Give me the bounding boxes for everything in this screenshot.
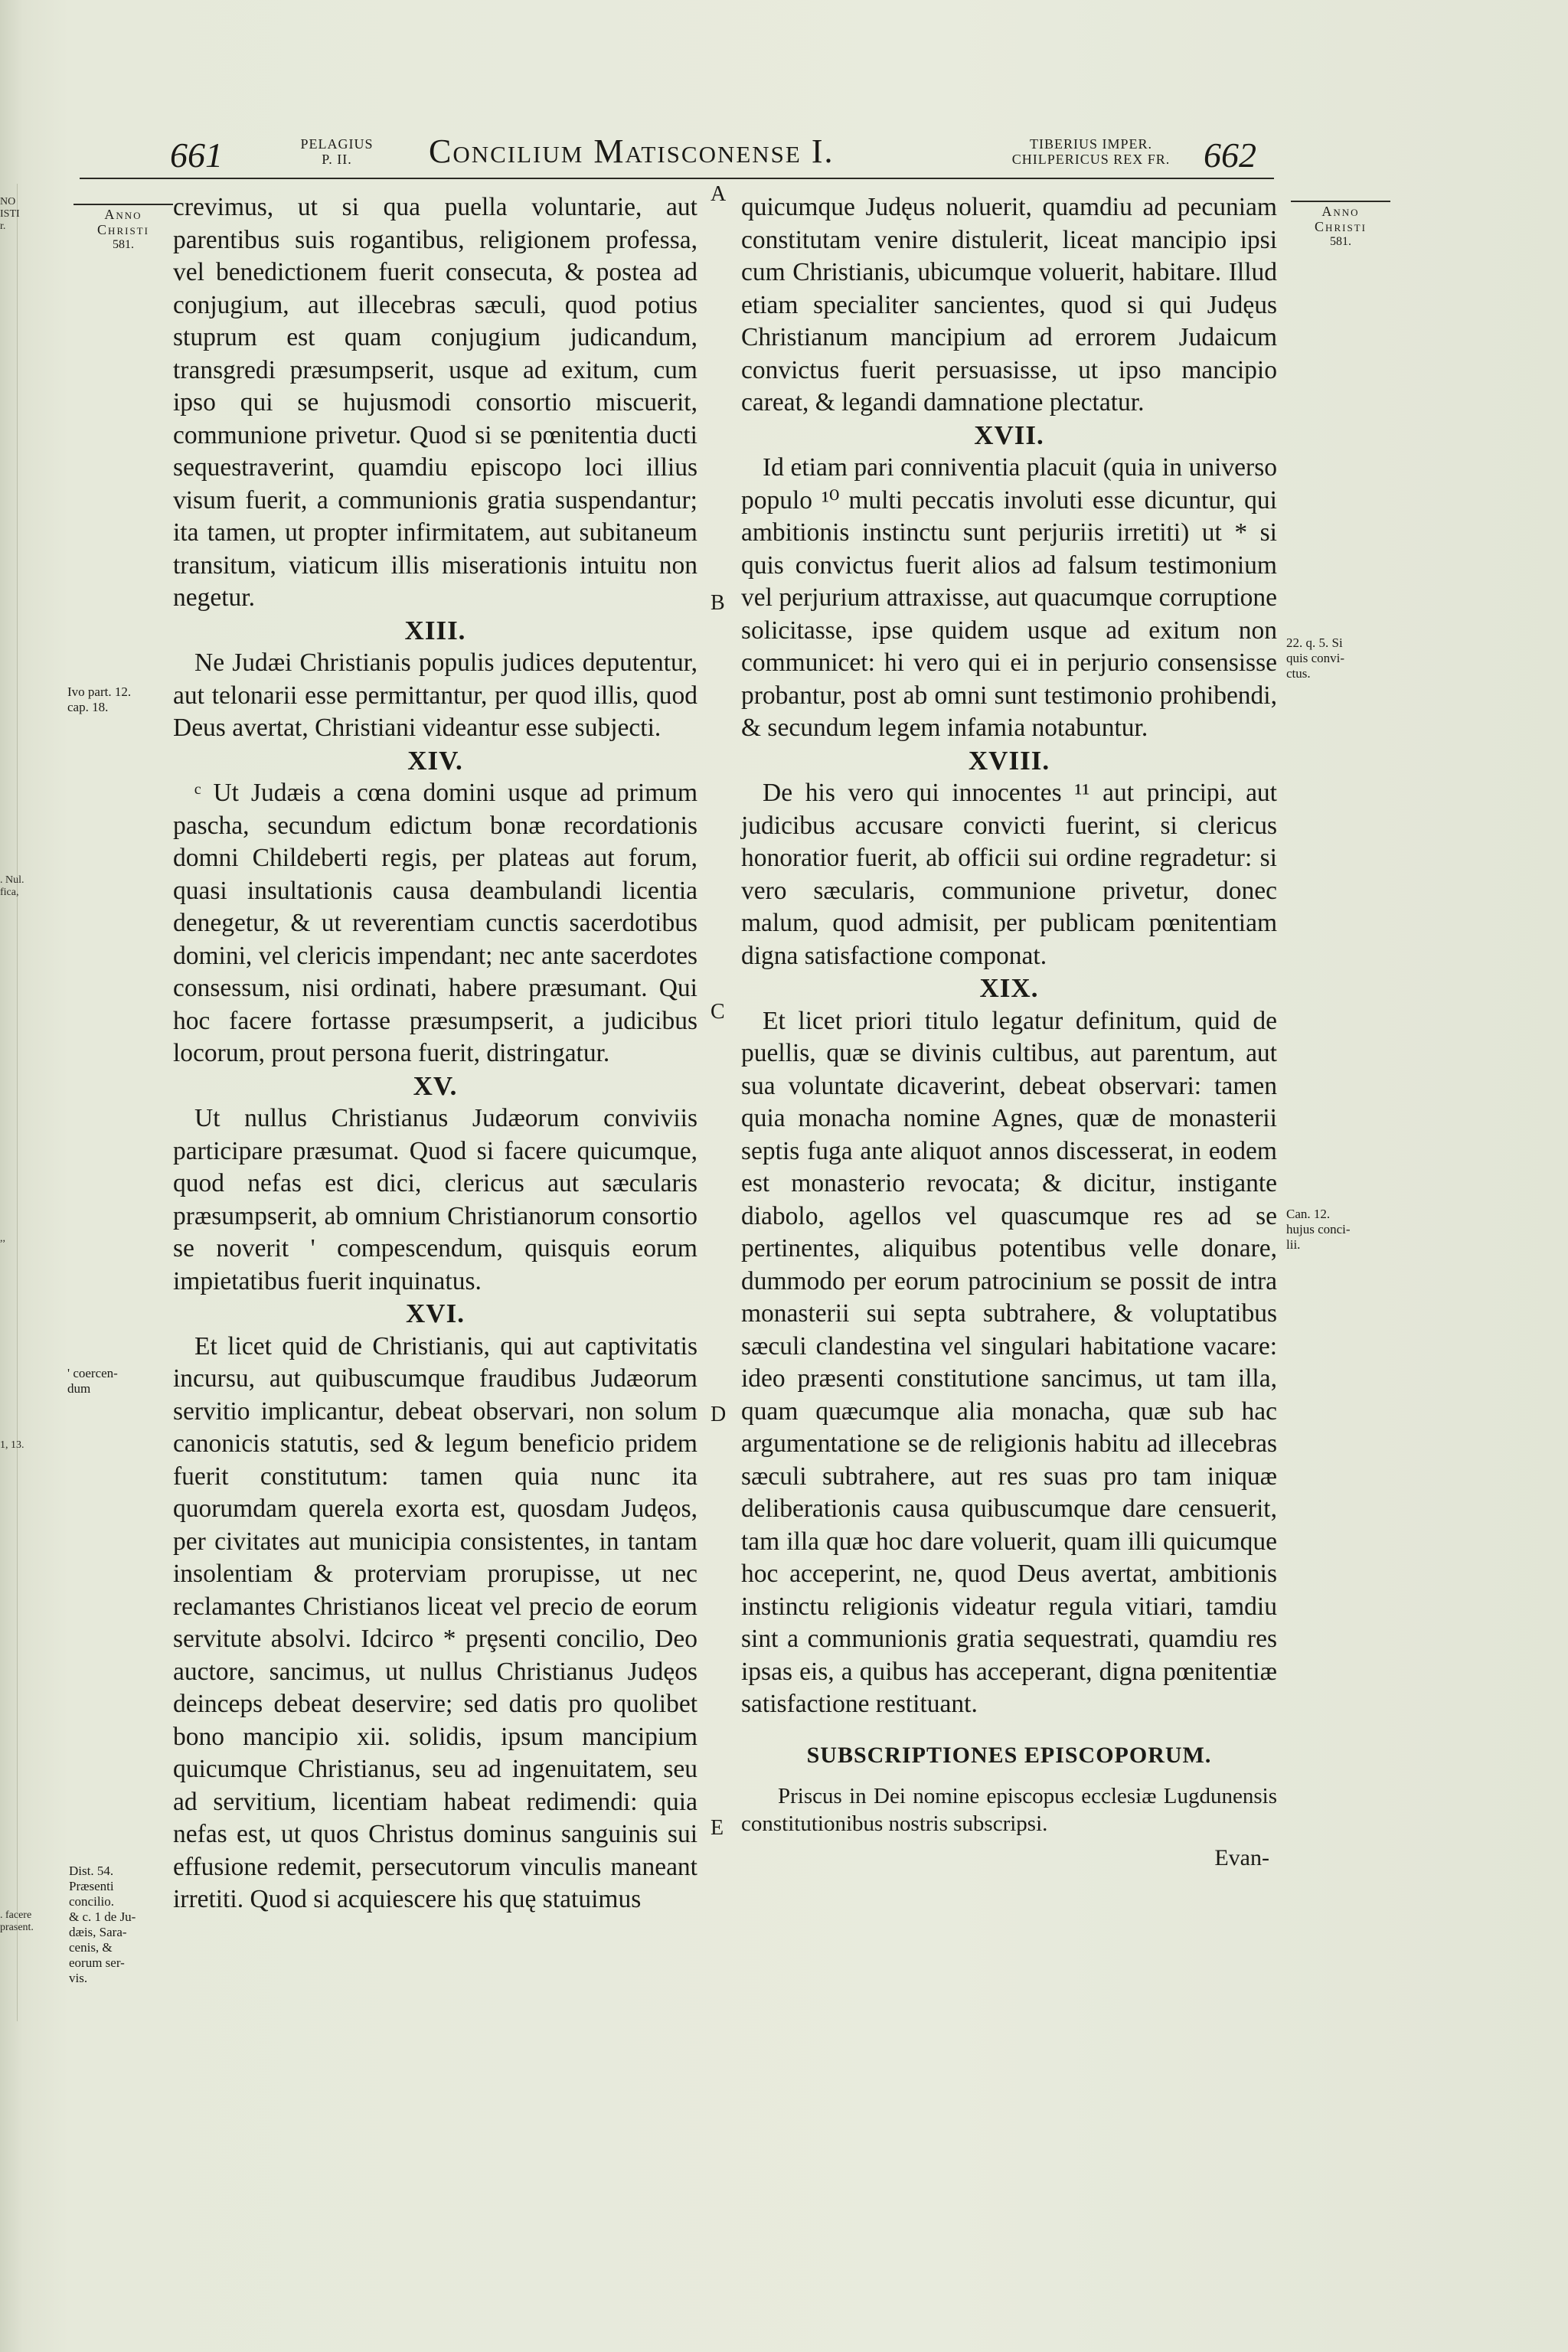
side-letter-b: B [710,591,725,615]
continued-paragraph: quicumque Judęus noluerit, quamdiu ad pecuniam constitutam venire distulerit, liceat mancipio ipsi cum Christianis, ubicumque voluerit, habitare. Illud etiam specialiter sancientes, quod si qui Judęus Christianum mancipium ad errorem Judaicum convictus fuerit persuasisse, ut ipso mancipio careat, & legandi damnatione plectatur. [741,193,1277,416]
canon-xix-text: Et licet priori titulo legatur definitum, quid de puellis, quæ se divinis cultibus, aut parentum, aut sua voluntate dicaverint, debeat observari: tamen quia monacha nomine Agnes, quæ de monasterii septis fuga ante aliquot annos discesserat, in eodem est monasterio revocata; & dicitur, instigante diabolo, agellos vel quascumque res ad se pertinentes, aliquibus potentibus velle donare, dummodo per eorum patrocinium se possit de intra monasterii sui septa subtrahere, & voluptatibus sæculi clandestina vel singulari habitatione vacare: ideo præsenti constitutione sancimus, ut tam illa, quam quæcumque alia monacha, quæ sub hac argumentatione se de religionis habitu ad illecebras sæculi subtrahere, aut res suas pro tam iniquæ deliberationis causa quibuscumque dare censuerit, tam illa quæ hoc dare voluerit, quam illi quicumque hoc acceperint, ne, quod Deus avertat, ambitionis instinctu religionis videatur regula vitiari, tamdiu sint a communionis gratia sequestrati, quamdiu res ipsas eis, a quibus has acceperant, digna pœnitentiæ satisfactione restituant. [741,1006,1277,1718]
section-heading-xvii: XVII. [974,420,1044,450]
section-heading-xvi: XVI. [406,1298,465,1328]
canon-xvii-text: Id etiam pari conniventia placuit (quia in universo populo ¹⁰ multi peccatis involuti esse dicuntur, qui ambitionis instinctu sunt perjuriis irretiti) ut * si quis convictus fuerit alios ad falsum testimonium vel perjurium attraxisse, aut quacumque corruptione solicitasse, ipse quidem usque ad exitum non communicet: hi vero qui ei in perjurio consensisse probantur, post ab omni sunt testimonio prohibendi, & secundum legem infamia notabuntur. [741,453,1277,742]
right-running-head [988,136,1194,167]
anno-sub: Christi [1315,219,1367,234]
subscription-entry: Priscus in Dei nomine episcopus ecclesiæ Lugdunensis constitutionibus nostris subscripsi. [741,1784,1277,1836]
side-letter-c: C [710,1000,725,1024]
header-rule [80,178,1274,179]
canon-xviii-text: De his vero qui innocentes ¹¹ aut principi, aut judicibus accusare convicti fuerint, si clericus honoratior fuerit, ab officii sui ordine regradetur: si vero sæcularis, communione privetur, donec malum, quod admisit, per publicam pœnitentiam digna satisfactione componat. [741,779,1277,970]
side-letter-a: A [710,182,727,206]
canon-xv-text: Ut nullus Christianus Judæorum conviviis participare præsumat. Quod si facere quicumque, quod nefas est dici, clericus aut sæcularis præsumpserit, ab omnium Christianorum consortio se noverit ' compescendum, quisquis eorum impietatibus fuerit inquinatus. [173,1104,697,1295]
right-column [741,191,1277,1875]
section-heading-xiv: XIV. [407,745,463,776]
side-letter-e: E [710,1816,724,1840]
anno-sub: Christi [97,222,149,237]
right-running-head-bottom: CHILPERICUS REX FR. [1011,152,1171,167]
canon-xvi-text: Et licet quid de Christianis, qui aut captivitatis incursu, aut quibuscumque fraudibus Judæorum servitio implicantur, debeat observari, non solum canonicis statutis, sed & legum beneficio pridem fuerit constitutum: tamen quia nunc ita quorumdam querela exorta est, quosdam Judęos, per civitates aut municipia consistentes, in tantam insolentiam & proterviam prorupisse, ut nec reclamantes Christianos liceat vel precio de eorum servitute absolvi. Idcirco * prȩsenti concilio, Deo auctore, sancimus, ut nullus Christianus Judęos deinceps debeat deservire; sed datis pro quolibet bono mancipio xii. solidis, ipsum mancipium quicumque Christianus, seu ad ingenuitatem, seu ad servitium, licentiam habeat redimendi: quia nefas est, ut quos Christus dominus sanguinis sui effusione redemit, persecutorum vinculis maneant irretiti. Quod si acquiescere his quę statuimus [173,1331,697,1913]
margin-note-dist: Dist. 54. Præsenti concilio. & c. 1 de Ju- dæis, Sara- cenis, & eorum ser- vis. [69,1864,136,1985]
side-letter-d: D [710,1403,727,1426]
canon-xiii-text: Ne Judæi Christianis populis judices deputentur, aut telonarii esse permittantur, per quod illis, quod Deus avertat, Christiani videantur esse subjecti. [173,648,697,742]
edge-fragment: NO ISTI r. [0,196,20,232]
margin-note-can: Can. 12. hujus conci- lii. [1286,1207,1351,1252]
anno-year: 581. [1330,235,1351,248]
page-title: Concilium Matisconense I. [429,132,835,170]
canon-xiv-text: ᶜ Ut Judæis a cœna domini usque ad primum pascha, secundum edictum bonæ recordationis domni Childeberti regis, per plateas aut forum, quasi insultationis causa deambulandi licentia denegetur, & ut reverentiam cunctis sacerdotibus domini, vel clericis impendant; nec ante sacerdotes consessum, nisi ordinati, habere præsumant. Qui hoc facere fortasse præsumpserit, a judicibus locorum, prout persona fuerit, distringatur. [173,779,697,1067]
edge-fragment: ,, [0,1233,5,1244]
left-running-head [291,136,383,167]
section-heading-xviii: XVIII. [968,745,1050,776]
catchword: Evan- [1214,1845,1269,1870]
subscriptions-heading: SUBSCRIPTIONES EPISCOPORUM. [806,1742,1212,1768]
edge-fragment: . Nul. fica, [0,874,24,898]
facing-page-edge [0,184,18,2021]
right-page-number: 662 [1204,136,1256,175]
left-column [173,191,697,1916]
left-running-head-top: PELAGIUS [300,136,374,152]
edge-fragment: 1, 13. [0,1439,24,1451]
right-running-head-top: TIBERIUS IMPER. [1029,136,1152,152]
margin-note-coercendum: ' coercen- dum [67,1366,118,1396]
anno-label: Anno [104,207,142,222]
anno-label: Anno [1321,204,1360,219]
continued-paragraph: crevimus, ut si qua puella voluntarie, aut parentibus suis rogantibus, religionem professa, vel benedictionem fuerit consecuta, & postea ad conjugium, aut illecebras sæculi, quod potius stuprum est quam conjugium judicandum, transgredi præsumpserit, usque ad exitum, cum ipso qui se hujusmodi consortio miscuerit, communione privetur. Quod si se pœnitentia ducti sequestraverint, quamdiu episcopo loci illius visum fuerit, a communionis gratia suspendantur; ita tamen, ut propter infirmitatem, aut subitaneum transitum, viaticum illis miserationis intuitu non negetur. [173,193,697,612]
anno-year: 581. [113,238,134,251]
margin-note-quis: 22. q. 5. Si quis convi- ctus. [1286,635,1345,681]
section-heading-xiii: XIII. [404,615,466,645]
left-running-head-bottom: P. II. [322,152,352,167]
anno-christi-right [1291,201,1390,250]
section-heading-xix: XIX. [979,973,1039,1003]
anno-christi-left [74,204,173,253]
left-page-number: 661 [170,136,223,175]
edge-fragment: . facere prasent. [0,1909,34,1933]
margin-note-ivo: Ivo part. 12. cap. 18. [67,684,132,714]
section-heading-xv: XV. [413,1070,458,1101]
